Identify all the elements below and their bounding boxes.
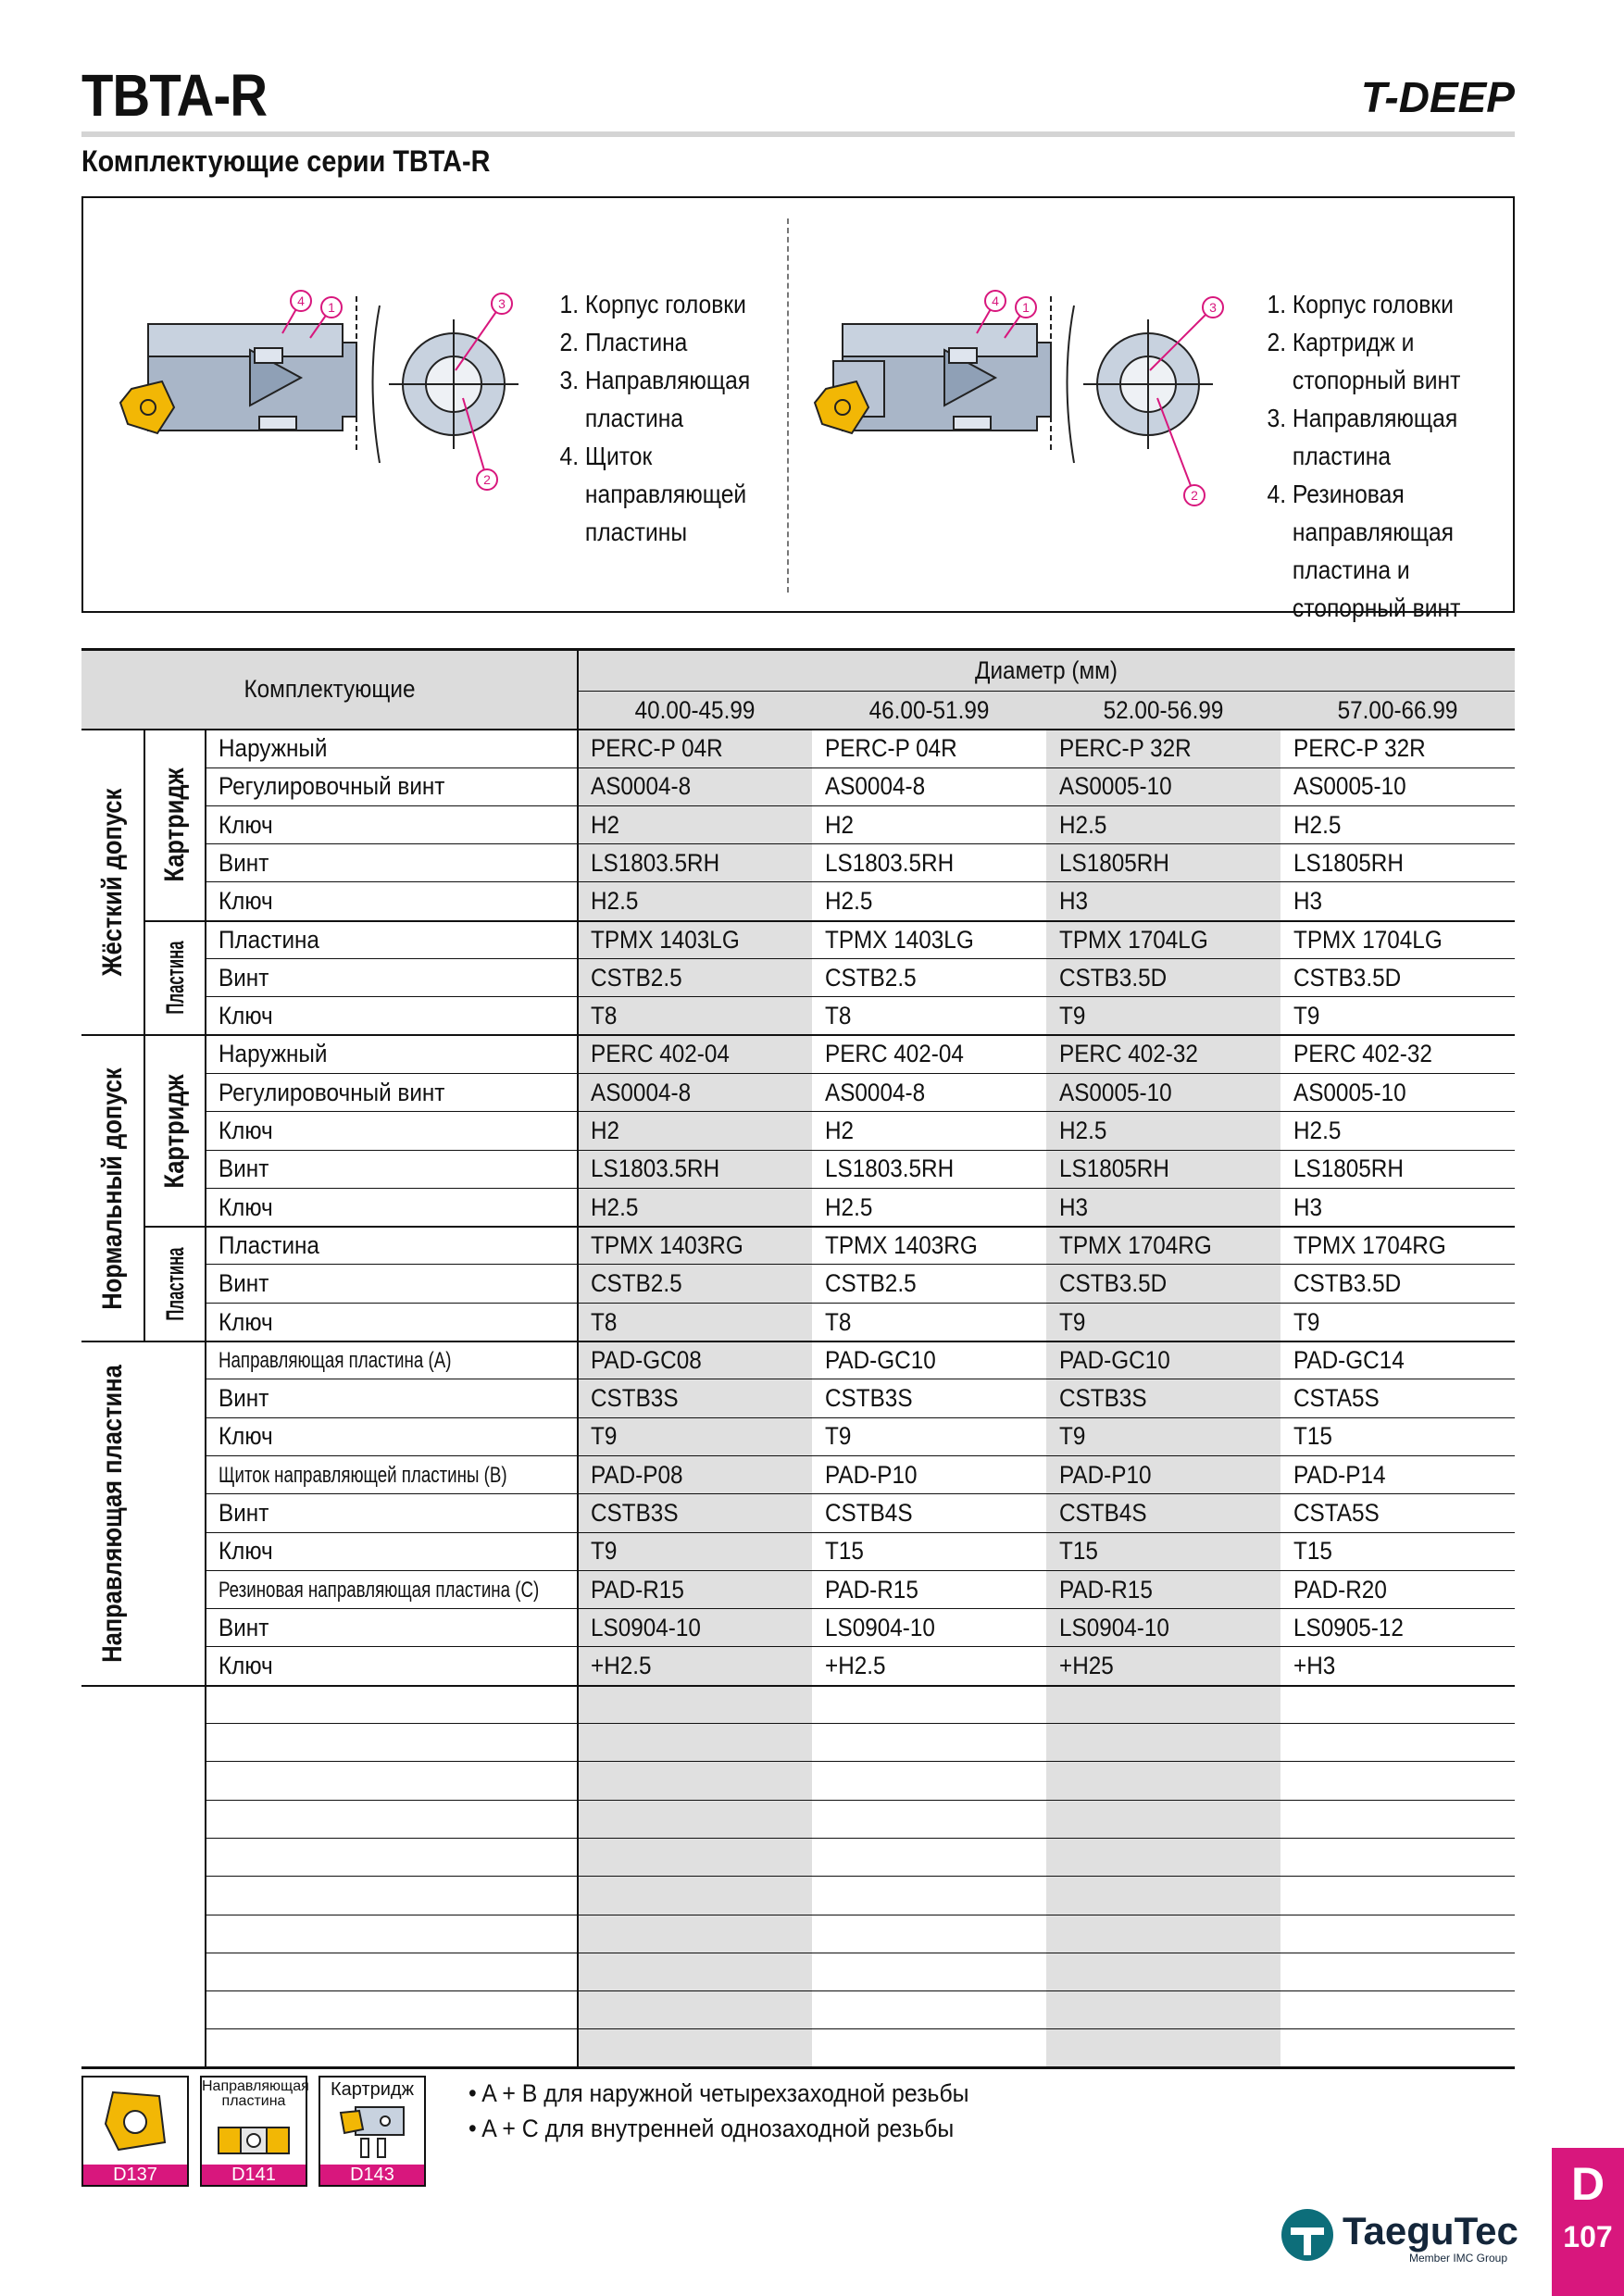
part-code: H2 (825, 810, 855, 839)
component-name: Ключ (219, 1422, 273, 1451)
table-rule (206, 1264, 1515, 1265)
table-rule (206, 881, 1515, 882)
part-code: H2.5 (591, 887, 639, 916)
section-letter: D (1570, 2158, 1605, 2210)
part-code: CSTB3S (591, 1384, 679, 1413)
page-ref: D141 (202, 2165, 306, 2185)
part-code: PAD-GC08 (591, 1345, 702, 1374)
part-code: CSTB2.5 (825, 963, 917, 992)
table-rule (206, 1111, 1515, 1112)
table-rule (577, 649, 579, 2068)
part-code: PAD-R15 (591, 1575, 684, 1603)
table-rule (206, 1303, 1515, 1304)
section-subtitle: Комплектующие серии TBTA-R (81, 144, 491, 178)
page-number: 107 (1563, 2220, 1613, 2253)
component-name: Пластина (219, 925, 319, 954)
part-code: T9 (1059, 1422, 1086, 1451)
component-name: Ключ (219, 1192, 273, 1221)
subgroup-label: Картридж (159, 767, 190, 882)
part-code: AS0004-8 (825, 772, 926, 801)
component-name: Наружный (219, 1040, 328, 1068)
part-code: T9 (1059, 1307, 1086, 1336)
legend-item: 1. Корпус головки (585, 285, 785, 323)
part-code: PERC-P 32R (1293, 734, 1426, 762)
part-code: AS0004-8 (591, 772, 692, 801)
group-label: Нормальный допуск (97, 1067, 128, 1310)
part-code: PAD-GC10 (1059, 1345, 1170, 1374)
footnote: • A + C для внутренней однозаходной резьбы (468, 2115, 955, 2142)
component-name: Ключ (219, 1652, 273, 1680)
part-code: AS0005-10 (1293, 772, 1406, 801)
svg-text:2: 2 (1191, 488, 1198, 503)
part-code: LS1803.5RH (591, 1154, 720, 1183)
part-code: LS1803.5RH (591, 848, 720, 877)
right-assembly-drawing (806, 268, 1231, 528)
part-code: PERC 402-04 (591, 1040, 730, 1068)
part-code: T9 (1059, 1002, 1086, 1030)
table-rule (81, 2066, 1515, 2069)
component-name: Пластина (219, 1230, 319, 1259)
svg-text:1: 1 (328, 300, 335, 315)
part-code: TPMX 1403LG (591, 925, 740, 954)
part-code: H2.5 (825, 887, 873, 916)
part-code: H2.5 (825, 1192, 873, 1221)
subgroup-label: Пластина (161, 1247, 189, 1321)
footnote: • A + B для наружной четырехзаходной резьбы (468, 2079, 969, 2107)
components-table (81, 649, 1515, 2068)
part-code: T8 (825, 1307, 852, 1336)
part-code: CSTA5S (1293, 1499, 1380, 1527)
part-code: H2.5 (1059, 810, 1107, 839)
part-code: LS1803.5RH (825, 1154, 955, 1183)
part-code: H3 (1059, 887, 1089, 916)
part-code: LS0905-12 (1293, 1613, 1404, 1641)
part-code: PAD-P10 (1059, 1460, 1152, 1489)
part-code: H3 (1293, 887, 1323, 916)
part-code: H2 (825, 1117, 855, 1144)
part-code: LS1805RH (1059, 848, 1169, 877)
part-code: PAD-P14 (1293, 1460, 1386, 1489)
component-name: Ключ (219, 1117, 273, 1144)
table-rule (81, 1341, 1515, 1342)
table-rule (206, 1532, 1515, 1533)
table-rule (206, 1073, 1515, 1074)
table-rule (144, 1226, 1515, 1228)
component-name: Щиток направляющей пластины (B) (219, 1462, 507, 1488)
table-rule (206, 1723, 1515, 1724)
part-code: H3 (1059, 1192, 1089, 1221)
insert-reference-card[interactable] (81, 2076, 189, 2187)
diameter-header: Диаметр (мм) (975, 656, 1118, 684)
left-figure-legend (557, 285, 785, 551)
table-rule (206, 1761, 1515, 1762)
component-name: Резиновая направляющая пластина (C) (219, 1577, 540, 1603)
part-code: LS1805RH (1059, 1154, 1169, 1183)
part-code: LS0904-10 (1059, 1613, 1169, 1641)
ref-caption: Картридж (331, 2079, 414, 2100)
part-code: CSTB3.5D (1059, 963, 1168, 992)
table-rule (81, 729, 1515, 730)
component-name: Направляющая пластина (A) (219, 1347, 452, 1373)
table-rule (206, 1150, 1515, 1151)
right-figure-legend (1265, 285, 1493, 627)
component-name: Регулировочный винт (219, 1078, 445, 1106)
table-rule (206, 2028, 1515, 2029)
component-name: Винт (219, 848, 269, 877)
part-code: T9 (591, 1537, 618, 1566)
part-code: CSTB2.5 (591, 963, 682, 992)
left-assembly-drawing (111, 268, 537, 528)
component-name: Винт (219, 1613, 269, 1641)
part-code: PAD-GC14 (1293, 1345, 1405, 1374)
part-code: H2.5 (591, 1192, 639, 1221)
part-code: H2.5 (1059, 1117, 1107, 1144)
page-title: TBTA-R (81, 62, 268, 129)
footnotes (468, 2076, 969, 2146)
legend-item: 1. Корпус головки (1293, 285, 1493, 323)
part-code: T8 (591, 1307, 618, 1336)
table-rule (206, 843, 1515, 844)
diameter-range: 52.00-56.99 (1103, 696, 1224, 724)
legend-item: 2. Пластина (585, 323, 785, 361)
part-code: +H25 (1059, 1652, 1114, 1680)
part-code: T9 (1293, 1002, 1320, 1030)
logo-subtext: Member IMC Group (1409, 2252, 1508, 2265)
cartridge-icon (337, 2103, 407, 2161)
svg-text:3: 3 (498, 296, 506, 311)
component-name: Ключ (219, 810, 273, 839)
table-rule (144, 920, 1515, 922)
part-code: LS1803.5RH (825, 848, 955, 877)
part-code: CSTB4S (825, 1499, 913, 1527)
part-code: PAD-GC10 (825, 1345, 936, 1374)
table-rule (206, 1417, 1515, 1418)
part-code: PERC 402-04 (825, 1040, 964, 1068)
table-rule (81, 648, 1515, 651)
component-name: Ключ (219, 1537, 273, 1566)
component-name: Винт (219, 1499, 269, 1527)
part-code: CSTB2.5 (825, 1269, 917, 1298)
part-code: T9 (1293, 1307, 1320, 1336)
guide-pad-icon (217, 2122, 291, 2159)
table-rule (205, 730, 206, 2068)
part-code: TPMX 1704LG (1059, 925, 1208, 954)
components-header: Комплектующие (244, 675, 416, 703)
part-code: H3 (1293, 1192, 1323, 1221)
table-rule (206, 767, 1515, 768)
svg-text:4: 4 (992, 293, 999, 308)
part-code: TPMX 1403RG (825, 1230, 978, 1259)
group-label: Жёсткий допуск (97, 788, 128, 977)
brand-text: T-DEEP (1360, 73, 1515, 121)
table-rule (206, 1188, 1515, 1189)
part-code: TPMX 1704RG (1293, 1230, 1446, 1259)
legend-item: 4. Щиток направляющей пластины (585, 437, 785, 551)
table-rule (206, 996, 1515, 997)
component-name: Винт (219, 1154, 269, 1183)
component-name: Регулировочный винт (219, 772, 445, 801)
table-rule (206, 805, 1515, 806)
part-code: TPMX 1403LG (825, 925, 974, 954)
table-rule (81, 1685, 1515, 1687)
part-code: T15 (1059, 1537, 1098, 1566)
part-code: TPMX 1704RG (1059, 1230, 1212, 1259)
part-code: PERC-P 04R (825, 734, 957, 762)
diameter-range: 40.00-45.99 (634, 696, 756, 724)
part-code: PERC 402-32 (1059, 1040, 1198, 1068)
svg-text:4: 4 (297, 293, 305, 308)
table-rule (206, 1990, 1515, 1991)
part-code: +H3 (1293, 1652, 1336, 1680)
table-rule (206, 1493, 1515, 1494)
part-code: T9 (591, 1422, 618, 1451)
part-code: CSTB4S (1059, 1499, 1147, 1527)
component-name: Винт (219, 1269, 269, 1298)
page-ref: D137 (83, 2165, 187, 2185)
legend-item: 3. Направляющая пластина (1293, 399, 1493, 475)
component-name: Наружный (219, 734, 328, 762)
svg-text:2: 2 (483, 472, 491, 487)
svg-text:3: 3 (1209, 300, 1217, 315)
part-code: CSTB3S (591, 1499, 679, 1527)
logo-text: TaeguTec (1343, 2209, 1518, 2252)
component-name: Ключ (219, 1307, 273, 1336)
component-name: Винт (219, 1384, 269, 1413)
part-code: TPMX 1704LG (1293, 925, 1443, 954)
part-code: H2.5 (1293, 1117, 1342, 1144)
taegutec-logo (1278, 2203, 1546, 2273)
part-code: CSTB3.5D (1293, 963, 1402, 992)
table-rule (81, 1034, 1515, 1036)
subgroup-label: Картридж (159, 1073, 190, 1189)
svg-text:1: 1 (1022, 300, 1030, 315)
section-page-tab (1552, 2148, 1624, 2296)
part-code: T15 (825, 1537, 864, 1566)
part-code: LS0904-10 (591, 1613, 701, 1641)
component-name: Ключ (219, 1002, 273, 1030)
subgroup-label: Пластина (161, 941, 189, 1016)
part-code: T8 (591, 1002, 618, 1030)
part-code: CSTB3.5D (1293, 1269, 1402, 1298)
guide-pad-reference-card[interactable] (200, 2076, 307, 2187)
part-code: CSTB3.5D (1059, 1269, 1168, 1298)
part-code: TPMX 1403RG (591, 1230, 743, 1259)
table-rule (144, 1035, 145, 1341)
part-code: PAD-R15 (1059, 1575, 1153, 1603)
part-code: PAD-R20 (1293, 1575, 1387, 1603)
table-rule (206, 1570, 1515, 1571)
table-rule (206, 1455, 1515, 1456)
table-rule (206, 1608, 1515, 1609)
part-code: CSTB3S (825, 1384, 913, 1413)
brand-logo (1361, 72, 1515, 122)
table-rule (144, 730, 145, 1035)
part-code: PERC-P 04R (591, 734, 723, 762)
part-code: T15 (1293, 1537, 1332, 1566)
diameter-range: 57.00-66.99 (1337, 696, 1458, 724)
part-code: LS1805RH (1293, 1154, 1404, 1183)
part-code: PERC-P 32R (1059, 734, 1192, 762)
ref-caption: Направляющая пластина (202, 2078, 309, 2109)
part-code: LS1805RH (1293, 848, 1404, 877)
legend-item: 2. Картридж и стопорный винт (1293, 323, 1493, 399)
part-code: PAD-R15 (825, 1575, 918, 1603)
component-name: Винт (219, 963, 269, 992)
part-code: AS0004-8 (591, 1078, 692, 1106)
part-code: CSTA5S (1293, 1384, 1380, 1413)
part-code: AS0004-8 (825, 1078, 926, 1106)
part-code: T8 (825, 1002, 852, 1030)
cartridge-reference-card[interactable] (319, 2076, 426, 2187)
table-rule (206, 1646, 1515, 1647)
part-code: PAD-P10 (825, 1460, 918, 1489)
part-code: H2 (591, 810, 620, 839)
table-rule (206, 1876, 1515, 1877)
part-code: H2.5 (1293, 810, 1342, 839)
page-ref: D143 (320, 2165, 424, 2185)
part-code: H2 (591, 1117, 620, 1144)
part-code: +H2.5 (825, 1652, 886, 1680)
part-code: +H2.5 (591, 1652, 652, 1680)
group-label: Направляющая пластина (97, 1364, 128, 1663)
table-rule (206, 1838, 1515, 1839)
legend-item: 4. Резиновая направляющая пластина и стопорный винт (1293, 475, 1493, 627)
legend-item: 3. Направляющая пластина (585, 361, 785, 437)
diameter-range: 46.00-51.99 (868, 696, 990, 724)
figure-divider (787, 218, 789, 593)
part-code: CSTB2.5 (591, 1269, 682, 1298)
part-code: AS0005-10 (1059, 772, 1172, 801)
part-code: AS0005-10 (1059, 1078, 1172, 1106)
insert-icon (100, 2087, 170, 2155)
part-code: T9 (825, 1422, 852, 1451)
table-rule (206, 958, 1515, 959)
part-code: LS0904-10 (825, 1613, 935, 1641)
part-code: PAD-P08 (591, 1460, 683, 1489)
component-name: Ключ (219, 887, 273, 916)
part-code: AS0005-10 (1293, 1078, 1406, 1106)
part-code: T15 (1293, 1422, 1332, 1451)
table-rule (578, 691, 1515, 692)
header-rule (81, 131, 1515, 137)
part-code: CSTB3S (1059, 1384, 1147, 1413)
table-rule (206, 1800, 1515, 1801)
part-code: PERC 402-32 (1293, 1040, 1432, 1068)
